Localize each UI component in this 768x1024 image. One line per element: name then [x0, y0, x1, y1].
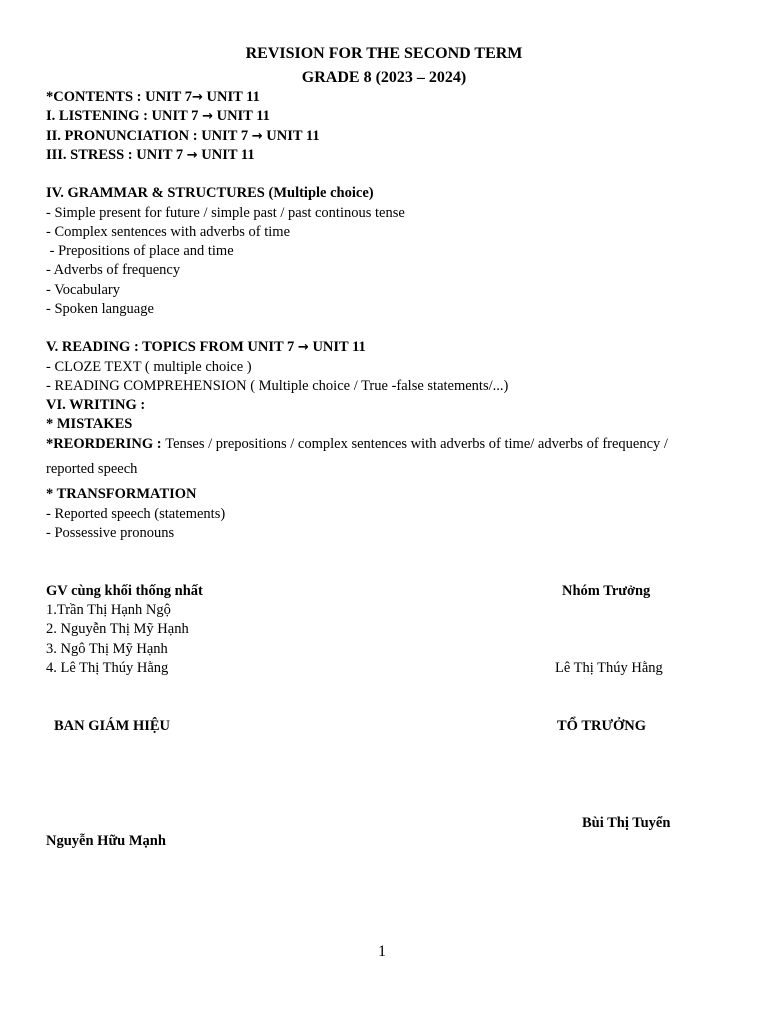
- department-head-name: Bùi Thị Tuyển: [582, 815, 671, 831]
- group-leader-heading: Nhóm Trưởng: [562, 583, 651, 599]
- writing-heading: VI. WRITING :: [46, 397, 146, 413]
- group-leader-name: Lê Thị Thúy Hằng: [555, 660, 663, 676]
- reordering-text: Tenses / prepositions / complex sentences with adverbs of time/ adverbs of frequency /: [165, 436, 668, 452]
- right-arrow-icon: →: [186, 148, 198, 163]
- mistakes-heading: * MISTAKES: [46, 416, 133, 432]
- listening-line: [46, 107, 270, 126]
- stress-line: [46, 146, 255, 165]
- reading-heading-b: UNIT 11: [308, 339, 366, 355]
- teacher-name: 1.Trần Thị Hạnh Ngộ: [46, 602, 171, 618]
- page-number: 1: [378, 943, 386, 960]
- teacher-name: 3. Ngô Thị Mỹ Hạnh: [46, 641, 168, 657]
- teacher-name: 4. Lê Thị Thúy Hằng: [46, 660, 169, 676]
- right-arrow-icon: →: [191, 90, 203, 105]
- listening-text-b: UNIT 11: [212, 108, 270, 124]
- reordering-label: *REORDERING :: [46, 436, 166, 452]
- pronunciation-line: [46, 127, 320, 146]
- listening-text-a: I. LISTENING : UNIT 7: [46, 108, 203, 124]
- pronunciation-text-b: UNIT 11: [262, 128, 320, 144]
- transformation-item: - Possessive pronouns: [46, 525, 175, 541]
- pronunciation-text-a: II. PRONUNCIATION : UNIT 7: [46, 128, 252, 144]
- document-subtitle: GRADE 8 (2023 – 2024): [301, 69, 467, 86]
- right-arrow-icon: →: [297, 340, 309, 355]
- stress-text-a: III. STRESS : UNIT 7: [46, 147, 187, 163]
- reordering-continuation: reported speech: [46, 461, 138, 477]
- transformation-item: - Reported speech (statements): [46, 506, 226, 522]
- transformation-heading: * TRANSFORMATION: [46, 486, 197, 502]
- board-heading: BAN GIÁM HIỆU: [54, 718, 171, 734]
- grammar-item: - Vocabulary: [46, 282, 120, 298]
- department-heading: TỔ TRƯỞNG: [557, 718, 647, 734]
- right-arrow-icon: →: [251, 129, 263, 144]
- contents-text-b: UNIT 11: [202, 89, 260, 105]
- grammar-heading: IV. GRAMMAR & STRUCTURES (Multiple choice): [46, 185, 374, 201]
- document-title: REVISION FOR THE SECOND TERM: [245, 45, 523, 62]
- reading-heading-a: V. READING : TOPICS FROM UNIT 7: [46, 339, 298, 355]
- grammar-item: - Adverbs of frequency: [46, 262, 181, 278]
- stress-text-b: UNIT 11: [197, 147, 255, 163]
- grammar-item: - Complex sentences with adverbs of time: [46, 224, 291, 240]
- right-arrow-icon: →: [202, 109, 213, 124]
- reading-item: - READING COMPREHENSION ( Multiple choice / True -false statements/...): [46, 378, 509, 394]
- grammar-item: - Simple present for future / simple past / past continous tense: [46, 205, 405, 221]
- reading-heading: [46, 338, 366, 357]
- contents-line: [46, 88, 260, 107]
- grammar-item: - Spoken language: [46, 301, 154, 317]
- teacher-name: 2. Nguyễn Thị Mỹ Hạnh: [46, 621, 189, 637]
- reordering-line: [46, 435, 668, 454]
- grammar-item: - Prepositions of place and time: [46, 243, 234, 259]
- teachers-heading: GV cùng khối thống nhất: [46, 583, 203, 599]
- board-signatory-name: Nguyễn Hữu Mạnh: [46, 833, 166, 849]
- reading-item: - CLOZE TEXT ( multiple choice ): [46, 359, 252, 375]
- contents-text-a: *CONTENTS : UNIT 7: [46, 89, 192, 105]
